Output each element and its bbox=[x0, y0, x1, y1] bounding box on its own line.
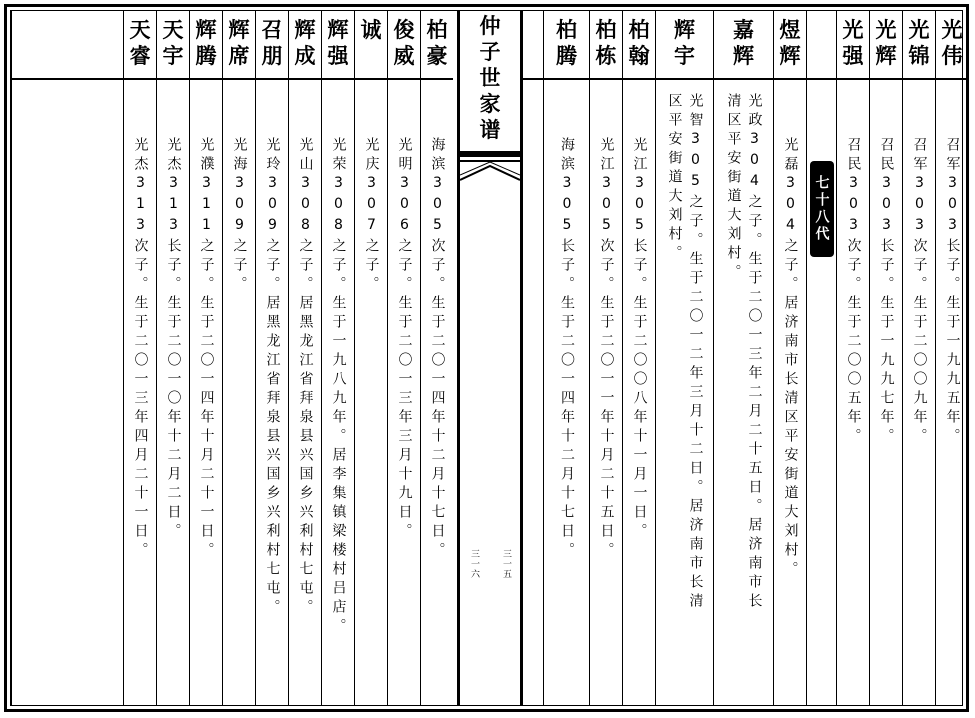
right-page bbox=[523, 11, 968, 705]
person-name bbox=[936, 17, 968, 77]
person-name-char: 光 bbox=[875, 18, 897, 42]
person-record bbox=[714, 93, 773, 612]
person-name-char: 成 bbox=[294, 44, 316, 68]
person-record-line: 光明306之子。生于二〇一三年三月十九日。 bbox=[396, 137, 413, 542]
genealogy-column bbox=[11, 11, 123, 705]
person-record-line: 召民303次子。生于二〇〇五年。 bbox=[845, 137, 862, 447]
person-name-char: 伟 bbox=[941, 44, 963, 68]
book-title-char: 世 bbox=[479, 66, 501, 90]
generation-column bbox=[806, 11, 836, 705]
genealogy-column bbox=[123, 11, 156, 705]
person-name-char: 锦 bbox=[908, 44, 930, 68]
genealogy-column bbox=[189, 11, 222, 705]
person-name bbox=[544, 17, 589, 77]
person-name-char: 天 bbox=[129, 18, 151, 42]
person-record bbox=[223, 137, 255, 295]
person-record-line: 光荣308之子。生于一九八九年。居李集镇梁楼村吕店。 bbox=[330, 137, 347, 637]
person-name bbox=[322, 17, 354, 77]
title-bar bbox=[460, 151, 520, 157]
person-name-char: 辉 bbox=[733, 44, 754, 68]
person-record bbox=[322, 137, 354, 637]
person-record-line: 光玲309之子。居黑龙江省拜泉县兴国乡兴利村七屯。 bbox=[264, 137, 281, 618]
person-name bbox=[870, 17, 902, 77]
person-record bbox=[256, 137, 288, 618]
person-name bbox=[656, 17, 713, 77]
person-record bbox=[623, 137, 655, 542]
person-record bbox=[124, 137, 156, 561]
generation-badge bbox=[810, 161, 834, 257]
person-record-line: 光磊304之子。居济南市长清区平安街道大刘村。 bbox=[782, 137, 799, 580]
person-record bbox=[421, 137, 453, 561]
person-record bbox=[656, 93, 713, 612]
person-name-char: 辉 bbox=[779, 44, 801, 68]
genealogy-column bbox=[354, 11, 387, 705]
person-name-char: 宇 bbox=[674, 44, 695, 68]
person-record-line: 区平安街道大刘村。 bbox=[666, 93, 683, 264]
person-name-char: 强 bbox=[842, 44, 864, 68]
person-name-char: 朋 bbox=[261, 44, 283, 68]
person-name bbox=[157, 17, 189, 77]
person-record-line: 清区平安街道大刘村。 bbox=[725, 93, 742, 283]
book-title-char: 子 bbox=[479, 40, 501, 64]
page-frame bbox=[4, 4, 969, 712]
person-record bbox=[157, 137, 189, 542]
person-name bbox=[714, 17, 773, 77]
person-name bbox=[590, 17, 622, 77]
person-record-line: 光杰313长子。生于二〇一〇年十二月二日。 bbox=[165, 137, 182, 542]
person-record-line: 光濮311之子。生于二〇一四年十月二十一日。 bbox=[198, 137, 215, 561]
person-record-line: 光江305次子。生于二〇一一年十月二十五日。 bbox=[598, 137, 615, 561]
person-name bbox=[289, 17, 321, 77]
person-name-char: 辉 bbox=[294, 18, 316, 42]
person-name-char: 威 bbox=[393, 44, 415, 68]
genealogy-column bbox=[935, 11, 968, 705]
genealogy-column bbox=[589, 11, 622, 705]
person-name bbox=[190, 17, 222, 77]
genealogy-column bbox=[836, 11, 869, 705]
generation-badge-text: 七十八代 bbox=[813, 175, 830, 243]
person-record bbox=[903, 137, 935, 447]
person-name bbox=[837, 17, 869, 77]
person-name-char: 柏 bbox=[556, 18, 577, 42]
person-record-line: 光江305长子。生于二〇〇八年十一月一日。 bbox=[631, 137, 648, 542]
page-numbers bbox=[460, 549, 520, 579]
genealogy-column bbox=[773, 11, 806, 705]
person-name-char: 嘉 bbox=[733, 18, 754, 42]
person-name-char: 柏 bbox=[426, 18, 448, 42]
book-title-char: 家 bbox=[479, 92, 501, 116]
person-record-line: 光杰313次子。生于二〇一三年四月二十一日。 bbox=[132, 137, 149, 561]
person-record-line: 光庆307之子。 bbox=[363, 137, 380, 295]
person-name bbox=[623, 17, 655, 77]
genealogy-column bbox=[655, 11, 713, 705]
page-frame-inner bbox=[10, 10, 963, 706]
person-name-char: 柏 bbox=[595, 18, 617, 42]
book-title-char: 仲 bbox=[479, 14, 501, 38]
person-name-char: 光 bbox=[941, 18, 963, 42]
genealogy-column bbox=[288, 11, 321, 705]
left-page bbox=[11, 11, 453, 705]
person-name bbox=[256, 17, 288, 77]
person-name-char: 腾 bbox=[556, 44, 577, 68]
person-record bbox=[936, 137, 968, 447]
person-record bbox=[190, 137, 222, 561]
genealogy-column bbox=[387, 11, 420, 705]
person-name-char: 宇 bbox=[162, 44, 184, 68]
book-title bbox=[460, 13, 520, 158]
genealogy-column bbox=[543, 11, 589, 705]
person-name-char: 席 bbox=[228, 44, 250, 68]
person-record-line: 光海309之子。 bbox=[231, 137, 248, 295]
person-name-char: 俊 bbox=[393, 18, 415, 42]
person-name bbox=[903, 17, 935, 77]
person-name-char: 辉 bbox=[674, 18, 695, 42]
person-record-line: 召民303长子。生于一九九七年。 bbox=[878, 137, 895, 447]
person-name bbox=[421, 17, 453, 77]
page-number-right: 三一五 bbox=[501, 549, 511, 579]
person-name-char: 栋 bbox=[595, 44, 617, 68]
person-record-line: 光政304之子。生于二〇一三年二月二十五日。居济南市长 bbox=[746, 93, 763, 612]
person-name-char: 翰 bbox=[628, 44, 650, 68]
chevron-ornament bbox=[460, 162, 520, 182]
book-title-char: 谱 bbox=[479, 118, 501, 142]
person-name-char: 天 bbox=[162, 18, 184, 42]
person-name bbox=[12, 17, 123, 77]
person-record-line: 海滨305长子。生于二〇一四年十二月十七日。 bbox=[559, 137, 575, 561]
person-record-line: 光山308之子。居黑龙江省拜泉县兴国乡兴利村七屯。 bbox=[297, 137, 314, 618]
person-name-char: 辉 bbox=[327, 18, 349, 42]
genealogy-column bbox=[222, 11, 255, 705]
person-name bbox=[223, 17, 255, 77]
person-record bbox=[355, 137, 387, 295]
genealogy-column bbox=[156, 11, 189, 705]
center-strip bbox=[457, 11, 523, 705]
person-record-line: 召军303长子。生于一九九五年。 bbox=[944, 137, 961, 447]
genealogy-column bbox=[902, 11, 935, 705]
person-name-char: 辉 bbox=[875, 44, 897, 68]
person-name-char: 腾 bbox=[195, 44, 217, 68]
person-record-line: 召军303次子。生于二〇〇九年。 bbox=[911, 137, 928, 447]
genealogy-column bbox=[255, 11, 288, 705]
person-name-char: 豪 bbox=[426, 44, 448, 68]
page-number-left: 三一六 bbox=[469, 549, 479, 579]
person-name-char: 光 bbox=[908, 18, 930, 42]
person-name bbox=[355, 17, 387, 77]
genealogy-column bbox=[713, 11, 773, 705]
person-name-char: 辉 bbox=[195, 18, 217, 42]
person-record bbox=[837, 137, 869, 447]
person-name-char: 柏 bbox=[628, 18, 650, 42]
person-record bbox=[388, 137, 420, 542]
person-record bbox=[544, 137, 589, 561]
genealogy-column bbox=[321, 11, 354, 705]
person-name bbox=[774, 17, 806, 77]
genealogy-column bbox=[869, 11, 902, 705]
person-name-char: 强 bbox=[327, 44, 349, 68]
person-record-line: 光智305之子。生于二〇一二年三月十二日。居济南市长清 bbox=[687, 93, 704, 612]
person-name-char: 煜 bbox=[779, 18, 801, 42]
person-record-line: 海滨305次子。生于二〇一四年十二月十七日。 bbox=[429, 137, 446, 561]
person-name-char: 睿 bbox=[129, 44, 151, 68]
person-record bbox=[870, 137, 902, 447]
genealogy-column bbox=[420, 11, 453, 705]
genealogy-column bbox=[622, 11, 655, 705]
person-record bbox=[289, 137, 321, 618]
person-name bbox=[124, 17, 156, 77]
person-name-char: 辉 bbox=[228, 18, 250, 42]
person-name bbox=[388, 17, 420, 77]
person-record bbox=[774, 137, 806, 580]
person-name-char: 光 bbox=[842, 18, 864, 42]
person-name-char: 诚 bbox=[360, 18, 382, 42]
person-record bbox=[590, 137, 622, 561]
person-name-char: 召 bbox=[261, 18, 283, 42]
